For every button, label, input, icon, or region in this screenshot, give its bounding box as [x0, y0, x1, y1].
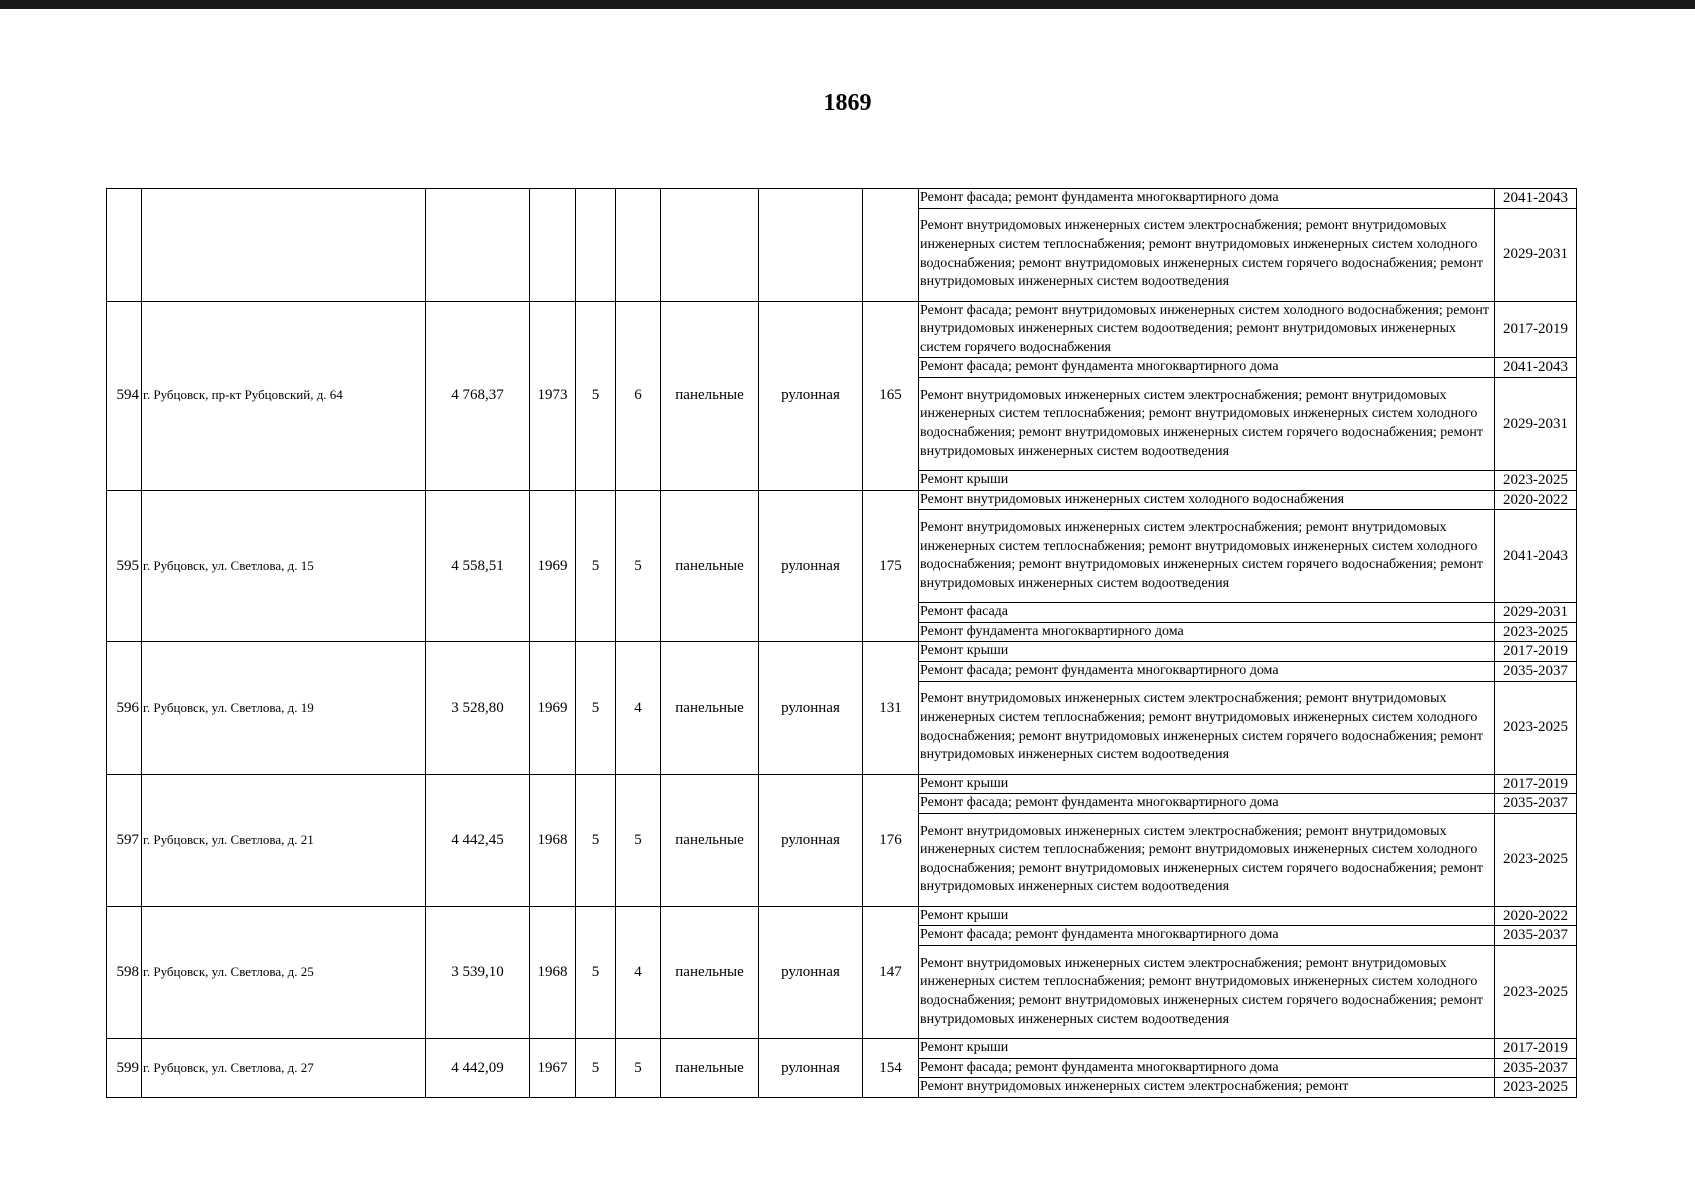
work-description: Ремонт внутридомовых инженерных систем электроснабжения; ремонт внутридомовых инженерных систем теплоснабжения; ремонт внутридомовых инженерных систем холодного водоснабжения; ремонт внутридомовых инженерных систем горячего водоснабжения; ремонт внутридомовых инженерных систем водоотведения	[919, 945, 1495, 1038]
residents-count: 154	[863, 1038, 919, 1097]
work-description: Ремонт фундамента многоквартирного дома	[919, 622, 1495, 642]
wall-material: панельные	[661, 301, 759, 490]
residents-count: 131	[863, 642, 919, 774]
work-description: Ремонт фасада; ремонт фундамента многоквартирного дома	[919, 794, 1495, 814]
entrances-count: 6	[616, 301, 661, 490]
page-number: 1869	[823, 90, 872, 116]
work-period: 2035-2037	[1495, 1058, 1577, 1078]
work-period: 2041-2043	[1495, 510, 1577, 603]
work-description: Ремонт крыши	[919, 470, 1495, 490]
entrances-count: 5	[616, 1038, 661, 1097]
house-number: 594	[107, 301, 142, 490]
work-period: 2020-2022	[1495, 906, 1577, 926]
work-description: Ремонт внутридомовых инженерных систем электроснабжения; ремонт внутридомовых инженерных систем теплоснабжения; ремонт внутридомовых инженерных систем холодного водоснабжения; ремонт внутридомовых инженерных систем горячего водоснабжения; ремонт внутридомовых инженерных систем водоотведения	[919, 377, 1495, 470]
work-description: Ремонт фасада	[919, 603, 1495, 623]
work-description: Ремонт крыши	[919, 906, 1495, 926]
build-year: 1968	[530, 906, 576, 1038]
house-number: 595	[107, 490, 142, 642]
residents-count: 147	[863, 906, 919, 1038]
wall-material: панельные	[661, 642, 759, 774]
floors-count	[576, 189, 616, 302]
work-period: 2017-2019	[1495, 642, 1577, 662]
work-description: Ремонт фасада; ремонт внутридомовых инженерных систем холодного водоснабжения; ремонт внутридомовых инженерных систем водоотведения; ремонт внутридомовых инженерных систем горячего водоснабжения	[919, 301, 1495, 358]
work-period: 2017-2019	[1495, 301, 1577, 358]
floors-count: 5	[576, 906, 616, 1038]
floors-count: 5	[576, 642, 616, 774]
work-description: Ремонт внутридомовых инженерных систем электроснабжения; ремонт внутридомовых инженерных систем теплоснабжения; ремонт внутридомовых инженерных систем холодного водоснабжения; ремонт внутридомовых инженерных систем горячего водоснабжения; ремонт внутридомовых инженерных систем водоотведения	[919, 813, 1495, 906]
work-period: 2023-2025	[1495, 1078, 1577, 1098]
house-number: 596	[107, 642, 142, 774]
table-row	[107, 189, 1577, 209]
residents-count: 165	[863, 301, 919, 490]
house-address: г. Рубцовск, ул. Светлова, д. 15	[142, 490, 426, 642]
work-period: 2029-2031	[1495, 377, 1577, 470]
table-row	[107, 642, 1577, 662]
table-row	[107, 774, 1577, 794]
house-number: 597	[107, 774, 142, 906]
work-description: Ремонт фасада; ремонт фундамента многоквартирного дома	[919, 926, 1495, 946]
work-description: Ремонт фасада; ремонт фундамента многоквартирного дома	[919, 661, 1495, 681]
work-period: 2023-2025	[1495, 813, 1577, 906]
work-period: 2029-2031	[1495, 208, 1577, 301]
work-period: 2041-2043	[1495, 189, 1577, 209]
table-row	[107, 490, 1577, 510]
total-area: 4 558,51	[426, 490, 530, 642]
wall-material: панельные	[661, 906, 759, 1038]
residents-count: 176	[863, 774, 919, 906]
work-description: Ремонт фасада; ремонт фундамента многоквартирного дома	[919, 358, 1495, 378]
floors-count: 5	[576, 774, 616, 906]
wall-material: панельные	[661, 774, 759, 906]
roof-type: рулонная	[759, 1038, 863, 1097]
house-address: г. Рубцовск, ул. Светлова, д. 19	[142, 642, 426, 774]
wall-material: панельные	[661, 1038, 759, 1097]
roof-type: рулонная	[759, 490, 863, 642]
work-period: 2035-2037	[1495, 661, 1577, 681]
house-address: г. Рубцовск, пр-кт Рубцовский, д. 64	[142, 301, 426, 490]
roof-type: рулонная	[759, 906, 863, 1038]
work-period: 2023-2025	[1495, 945, 1577, 1038]
floors-count: 5	[576, 301, 616, 490]
roof-type: рулонная	[759, 774, 863, 906]
work-period: 2023-2025	[1495, 470, 1577, 490]
work-description: Ремонт внутридомовых инженерных систем электроснабжения; ремонт внутридомовых инженерных систем теплоснабжения; ремонт внутридомовых инженерных систем холодного водоснабжения; ремонт внутридомовых инженерных систем горячего водоснабжения; ремонт внутридомовых инженерных систем водоотведения	[919, 681, 1495, 774]
wall-material	[661, 189, 759, 302]
repair-schedule-table	[106, 188, 1577, 1098]
entrances-count: 4	[616, 906, 661, 1038]
work-description: Ремонт внутридомовых инженерных систем электроснабжения; ремонт	[919, 1078, 1495, 1098]
work-period: 2023-2025	[1495, 622, 1577, 642]
total-area: 3 539,10	[426, 906, 530, 1038]
house-address: г. Рубцовск, ул. Светлова, д. 27	[142, 1038, 426, 1097]
entrances-count: 5	[616, 774, 661, 906]
house-address	[142, 189, 426, 302]
entrances-count: 4	[616, 642, 661, 774]
work-period: 2035-2037	[1495, 794, 1577, 814]
entrances-count: 5	[616, 490, 661, 642]
work-period: 2017-2019	[1495, 1038, 1577, 1058]
floors-count: 5	[576, 490, 616, 642]
total-area: 3 528,80	[426, 642, 530, 774]
total-area: 4 442,45	[426, 774, 530, 906]
roof-type	[759, 189, 863, 302]
work-period: 2017-2019	[1495, 774, 1577, 794]
work-period: 2035-2037	[1495, 926, 1577, 946]
total-area	[426, 189, 530, 302]
work-description: Ремонт крыши	[919, 1038, 1495, 1058]
house-address: г. Рубцовск, ул. Светлова, д. 25	[142, 906, 426, 1038]
work-description: Ремонт крыши	[919, 642, 1495, 662]
floors-count: 5	[576, 1038, 616, 1097]
work-period: 2020-2022	[1495, 490, 1577, 510]
table-row	[107, 906, 1577, 926]
house-number	[107, 189, 142, 302]
work-description: Ремонт внутридомовых инженерных систем электроснабжения; ремонт внутридомовых инженерных систем теплоснабжения; ремонт внутридомовых инженерных систем холодного водоснабжения; ремонт внутридомовых инженерных систем горячего водоснабжения; ремонт внутридомовых инженерных систем водоотведения	[919, 208, 1495, 301]
work-period: 2041-2043	[1495, 358, 1577, 378]
build-year: 1969	[530, 490, 576, 642]
house-number: 598	[107, 906, 142, 1038]
scan-top-border	[0, 0, 1695, 9]
build-year: 1973	[530, 301, 576, 490]
residents-count	[863, 189, 919, 302]
work-period: 2029-2031	[1495, 603, 1577, 623]
build-year: 1968	[530, 774, 576, 906]
work-description: Ремонт внутридомовых инженерных систем холодного водоснабжения	[919, 490, 1495, 510]
house-number: 599	[107, 1038, 142, 1097]
work-description: Ремонт внутридомовых инженерных систем электроснабжения; ремонт внутридомовых инженерных систем теплоснабжения; ремонт внутридомовых инженерных систем холодного водоснабжения; ремонт внутридомовых инженерных систем горячего водоснабжения; ремонт внутридомовых инженерных систем водоотведения	[919, 510, 1495, 603]
work-description: Ремонт крыши	[919, 774, 1495, 794]
build-year: 1969	[530, 642, 576, 774]
total-area: 4 442,09	[426, 1038, 530, 1097]
house-address: г. Рубцовск, ул. Светлова, д. 21	[142, 774, 426, 906]
build-year: 1967	[530, 1038, 576, 1097]
work-description: Ремонт фасада; ремонт фундамента многоквартирного дома	[919, 189, 1495, 209]
table-row	[107, 1038, 1577, 1058]
work-description: Ремонт фасада; ремонт фундамента многоквартирного дома	[919, 1058, 1495, 1078]
table-row	[107, 301, 1577, 358]
entrances-count	[616, 189, 661, 302]
residents-count: 175	[863, 490, 919, 642]
total-area: 4 768,37	[426, 301, 530, 490]
roof-type: рулонная	[759, 301, 863, 490]
roof-type: рулонная	[759, 642, 863, 774]
work-period: 2023-2025	[1495, 681, 1577, 774]
build-year	[530, 189, 576, 302]
wall-material: панельные	[661, 490, 759, 642]
